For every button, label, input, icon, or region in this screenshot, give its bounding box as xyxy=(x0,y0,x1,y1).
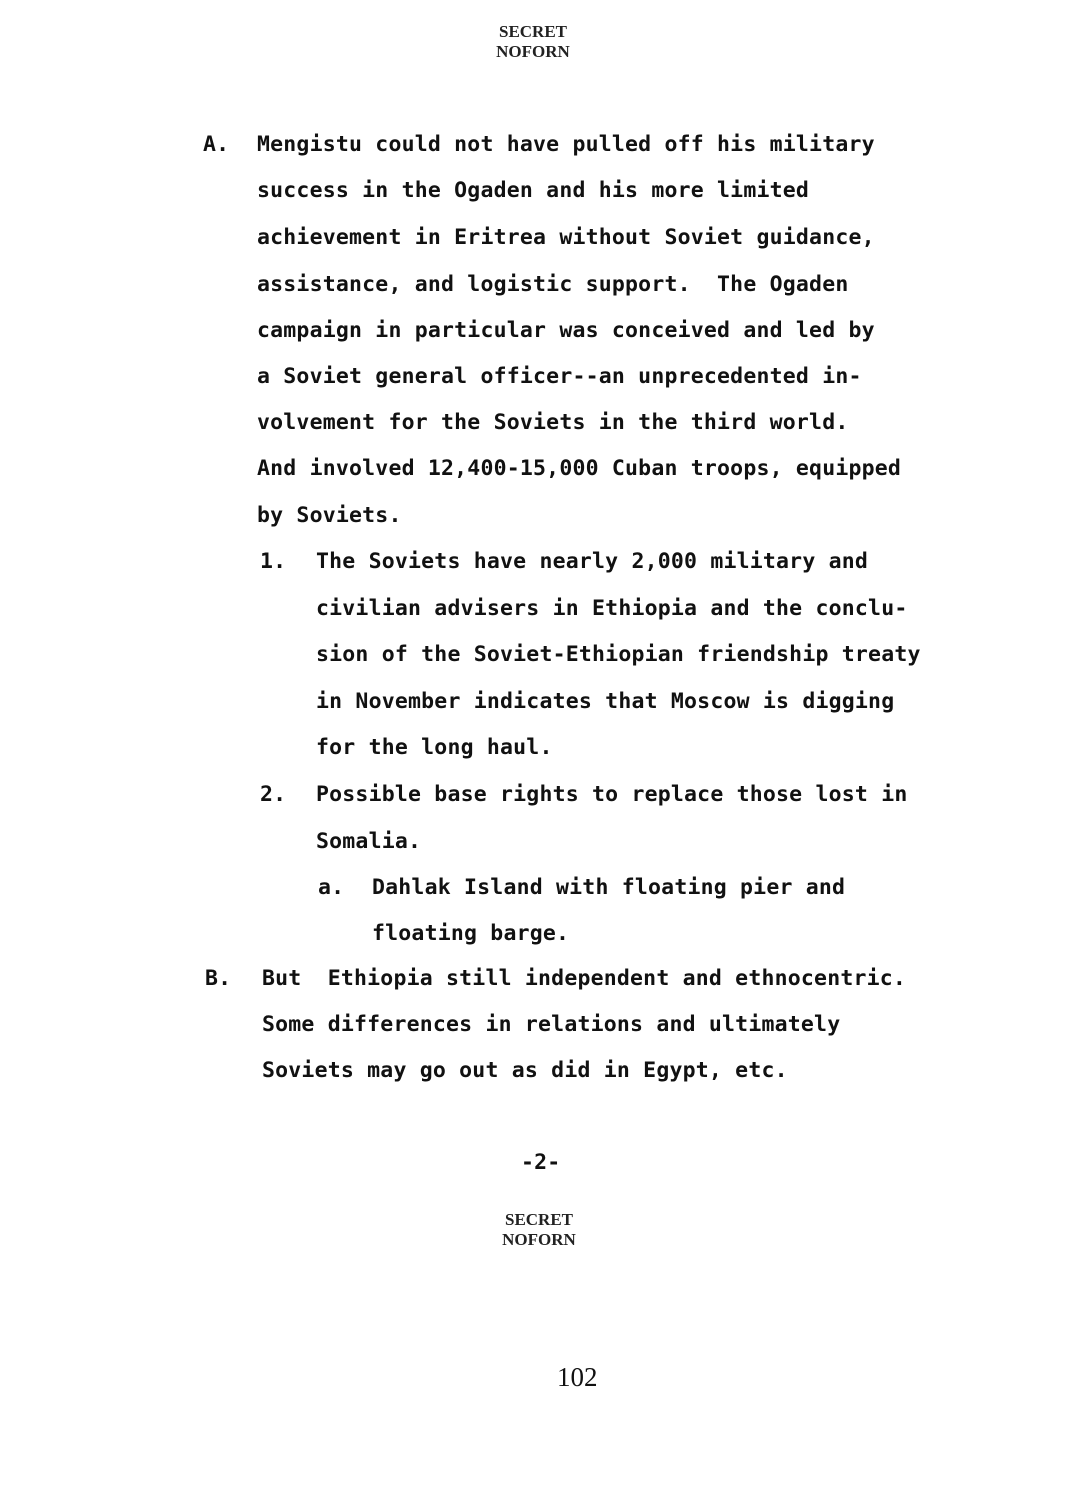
section-a-line: by Soviets. xyxy=(257,503,402,528)
sub-item-a-line: floating barge. xyxy=(372,921,570,946)
section-a-line: Mengistu could not have pulled off his military xyxy=(257,132,875,157)
section-b-marker: B. xyxy=(205,966,232,991)
item-1-line: The Soviets have nearly 2,000 military and xyxy=(316,549,869,574)
footer-classification-noforn: NOFORN xyxy=(502,1230,576,1249)
section-b-line: Soviets may go out as did in Egypt, etc. xyxy=(262,1058,788,1083)
section-a-line: success in the Ogaden and his more limited xyxy=(257,178,810,203)
section-b-line: But Ethiopia still independent and ethnocentric. xyxy=(262,966,907,991)
item-1-line: civilian advisers in Ethiopia and the conclu- xyxy=(316,596,908,621)
section-a-line: a Soviet general officer--an unprecedented in- xyxy=(257,364,862,389)
section-a-line: campaign in particular was conceived and led by xyxy=(257,318,875,343)
section-a-line: achievement in Eritrea without Soviet guidance, xyxy=(257,225,875,250)
section-a-marker: A. xyxy=(203,132,230,157)
section-b-line: Some differences in relations and ultimately xyxy=(262,1012,841,1037)
footer-classification-secret: SECRET xyxy=(504,1210,574,1229)
section-a-line: And involved 12,400-15,000 Cuban troops, equipped xyxy=(257,456,902,481)
header-classification-noforn: NOFORN xyxy=(496,42,570,61)
header-classification xyxy=(483,22,583,62)
item-1-marker: 1. xyxy=(260,549,287,574)
section-a-line: volvement for the Soviets in the third world. xyxy=(257,410,849,435)
item-1-line: sion of the Soviet-Ethiopian friendship treaty xyxy=(316,642,921,667)
sub-item-a-marker: a. xyxy=(318,875,345,900)
item-1-line: for the long haul. xyxy=(316,735,553,760)
item-2-marker: 2. xyxy=(260,782,287,807)
section-a-line: assistance, and logistic support. The Ogaden xyxy=(257,272,849,297)
item-2-line: Possible base rights to replace those lost in xyxy=(316,782,908,807)
header-classification-secret: SECRET xyxy=(498,22,568,41)
item-2-line: Somalia. xyxy=(316,829,422,854)
page-marker: -2- xyxy=(521,1150,561,1175)
sub-item-a-line: Dahlak Island with floating pier and xyxy=(372,875,846,900)
footer-classification xyxy=(489,1210,589,1250)
item-1-line: in November indicates that Moscow is digging xyxy=(316,689,895,714)
archive-page-number: 102 xyxy=(557,1362,598,1392)
